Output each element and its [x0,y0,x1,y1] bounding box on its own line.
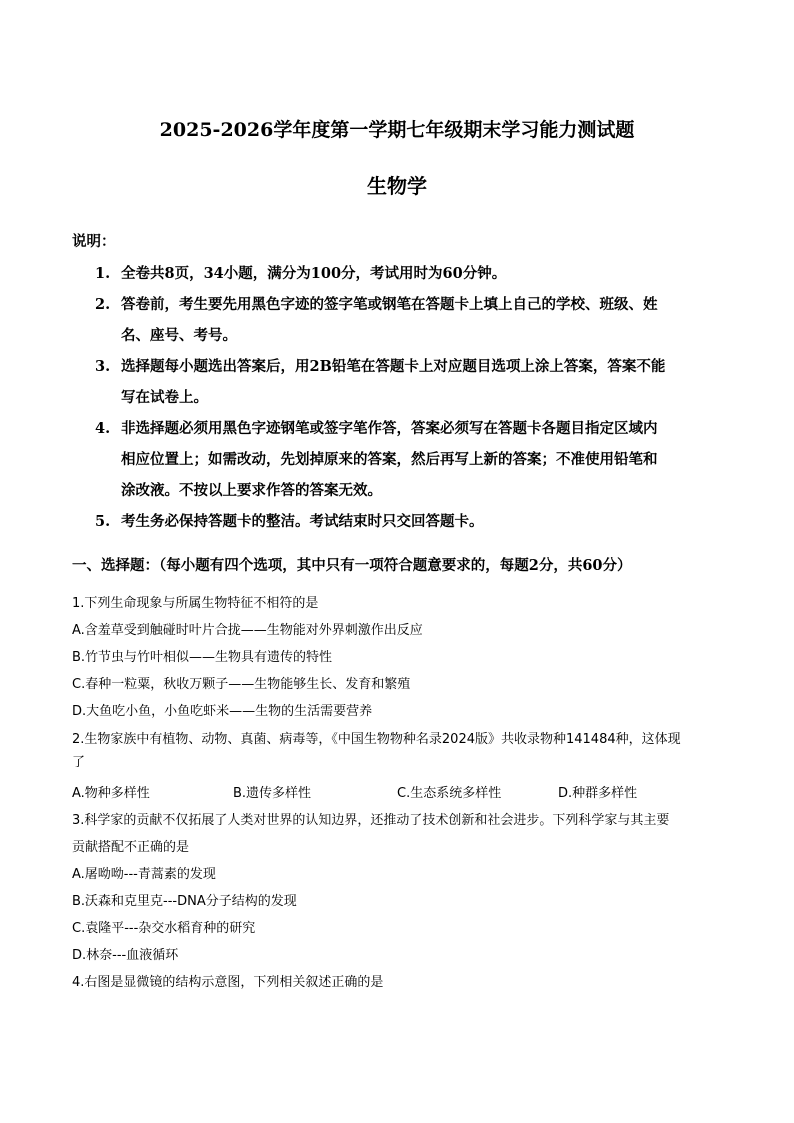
question-1-option-d: D.大鱼吃小鱼，小鱼吃虾米——生物的生活需要营养 [72,704,373,719]
exam-title: 2025-2026学年度第一学期七年级期末学习能力测试题 [159,119,635,141]
question-1-stem: 1.下列生命现象与所属生物特征不相符的是 [72,596,319,611]
note-text: 考生务必保持答题卡的整洁。考试结束时只交回答题卡。 [121,513,484,530]
note-number: 2. [95,296,111,313]
note-item-4 [95,413,725,506]
question-1-option-a: A.含羞草受到触碰时叶片合拢——生物能对外界刺激作出反应 [72,623,423,638]
question-2-option-d: D.种群多样性 [558,786,638,801]
note-number: 3. [95,358,111,375]
note-item-3 [95,351,725,413]
note-item-2 [95,289,725,351]
question-2-option-a: A.物种多样性 [72,786,150,801]
question-3-stem-continued: 贡献搭配不正确的是 [72,840,190,855]
note-text: 答卷前，考生要先用黑色字迹的签字笔或钢笔在答题卡上填上自己的学校、班级、姓 [121,296,658,313]
question-4-stem: 4.右图是显微镜的结构示意图，下列相关叙述正确的是 [72,975,384,990]
note-text-continued: 名、座号、考号。 [121,327,237,344]
question-2-option-c: C.生态系统多样性 [397,786,502,801]
note-number: 1. [95,265,111,282]
question-3-option-b: B.沃森和克里克---DNA分子结构的发现 [72,894,297,909]
note-text: 全卷共8页，34小题，满分为100分，考试用时为60分钟。 [121,265,507,282]
subject-title: 生物学 [367,174,427,198]
note-item-1 [95,258,725,289]
question-1-option-c: C.春种一粒粟，秋收万颗子——生物能够生长、发育和繁殖 [72,677,411,692]
note-item-5 [95,506,725,537]
note-text: 选择题每小题选出答案后，用2B铅笔在答题卡上对应题目选项上涂上答案，答案不能 [121,358,666,375]
note-text-continued: 相应位置上；如需改动，先划掉原来的答案，然后再写上新的答案；不准使用铅笔和 [121,451,658,468]
question-1-option-b: B.竹节虫与竹叶相似——生物具有遗传的特性 [72,650,333,665]
notes-label: 说明： [72,233,116,250]
question-2-stem: 2.生物家族中有植物、动物、真菌、病毒等，《中国生物物种名录2024版》共收录物种141484种，这体现 [72,732,681,747]
question-2-option-b: B.遗传多样性 [233,786,312,801]
note-text-continued: 写在试卷上。 [121,389,208,406]
note-text: 非选择题必须用黑色字迹钢笔或签字笔作答，答案必须写在答题卡各题目指定区域内 [121,420,658,437]
section-heading: 一、选择题：（每小题有四个选项，其中只有一项符合题意要求的，每题2分，共60分） [72,557,632,574]
note-text-continued: 涂改液。不按以上要求作答的答案无效。 [121,482,382,499]
note-number: 4. [95,420,111,437]
question-2-stem-continued: 了 [72,755,86,770]
question-3-stem: 3.科学家的贡献不仅拓展了人类对世界的认知边界，还推动了技术创新和社会进步。下列科学家与其主要 [72,813,670,828]
note-number: 5. [95,513,111,530]
question-3-option-a: A.屠呦呦---青蒿素的发现 [72,867,216,882]
question-3-option-c: C.袁隆平---杂交水稻育种的研究 [72,921,256,936]
question-3-option-d: D.林奈---血液循环 [72,948,179,963]
